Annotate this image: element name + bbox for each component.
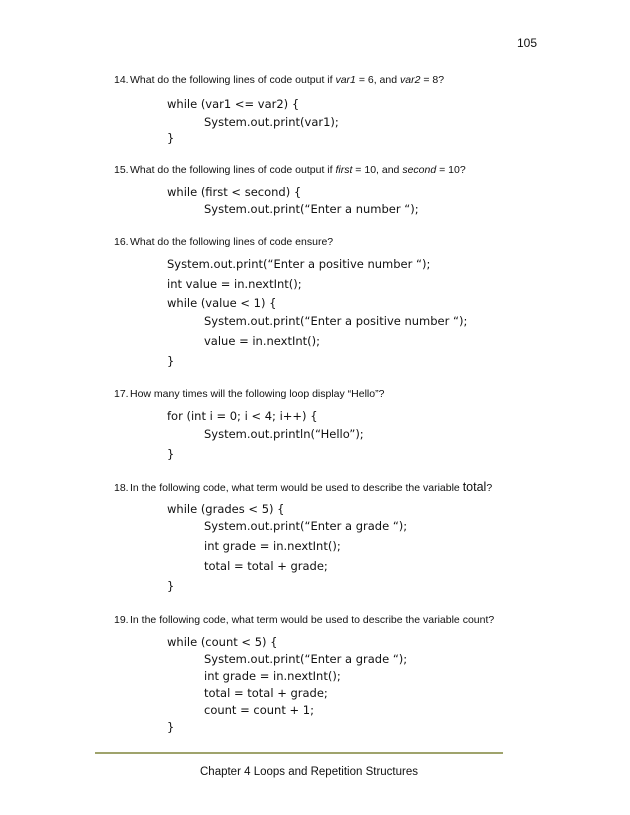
code-line: System.out.print(var1); (204, 115, 339, 129)
question-19: 19.In the following code, what term would be used to describe the variable count? (114, 614, 495, 626)
variable-name: first (335, 164, 353, 176)
code-line: System.out.print(“Enter a grade “); (204, 652, 408, 666)
footer-divider (95, 752, 503, 754)
page-number: 105 (517, 36, 538, 50)
code-line: total = total + grade; (204, 559, 328, 573)
question-number: 16. (114, 236, 129, 248)
code-line: int grade = in.nextInt(); (204, 669, 341, 683)
code-line: } (167, 579, 175, 593)
code-line: count = count + 1; (204, 703, 314, 717)
code-line: int grade = in.nextInt(); (204, 539, 341, 553)
code-line: System.out.print(“Enter a number “); (204, 202, 419, 216)
question-17: 17.How many times will the following loop display “Hello”? (114, 388, 385, 400)
chapter-footer: Chapter 4 Loops and Repetition Structures (200, 766, 418, 778)
code-line: System.out.println(“Hello”); (204, 427, 364, 441)
question-14: 14.What do the following lines of code output if var1 = 6, and var2 = 8? (114, 74, 445, 86)
code-line: while (var1 <= var2) { (167, 97, 300, 111)
question-16: 16.What do the following lines of code ensure? (114, 236, 334, 248)
code-line: System.out.print(“Enter a positive number “); (167, 257, 431, 271)
code-line: value = in.nextInt(); (204, 334, 321, 348)
code-line: total = total + grade; (204, 686, 328, 700)
code-line: } (167, 447, 175, 461)
question-number: 15. (114, 164, 129, 176)
question-18: 18.In the following code, what term would be used to describe the variable total? (114, 480, 493, 494)
code-line: } (167, 354, 175, 368)
question-number: 17. (114, 388, 129, 400)
variable-name: total (462, 480, 487, 494)
code-line: for (int i = 0; i < 4; i++) { (167, 409, 318, 423)
code-line: while (value < 1) { (167, 296, 277, 310)
question-number: 14. (114, 74, 129, 86)
code-line: System.out.print(“Enter a grade “); (204, 519, 408, 533)
code-line: System.out.print(“Enter a positive number “); (204, 314, 468, 328)
question-number: 19. (114, 614, 129, 626)
question-number: 18. (114, 482, 129, 494)
code-line: } (167, 131, 175, 145)
variable-name: var2 (399, 74, 421, 86)
code-line: while (first < second) { (167, 185, 302, 199)
code-line: while (count < 5) { (167, 635, 278, 649)
code-line: int value = in.nextInt(); (167, 277, 302, 291)
code-line: } (167, 720, 175, 734)
variable-name: var1 (335, 74, 356, 86)
code-line: while (grades < 5) { (167, 502, 285, 516)
variable-name: second (402, 164, 437, 176)
question-15: 15.What do the following lines of code output if first = 10, and second = 10? (114, 164, 466, 176)
